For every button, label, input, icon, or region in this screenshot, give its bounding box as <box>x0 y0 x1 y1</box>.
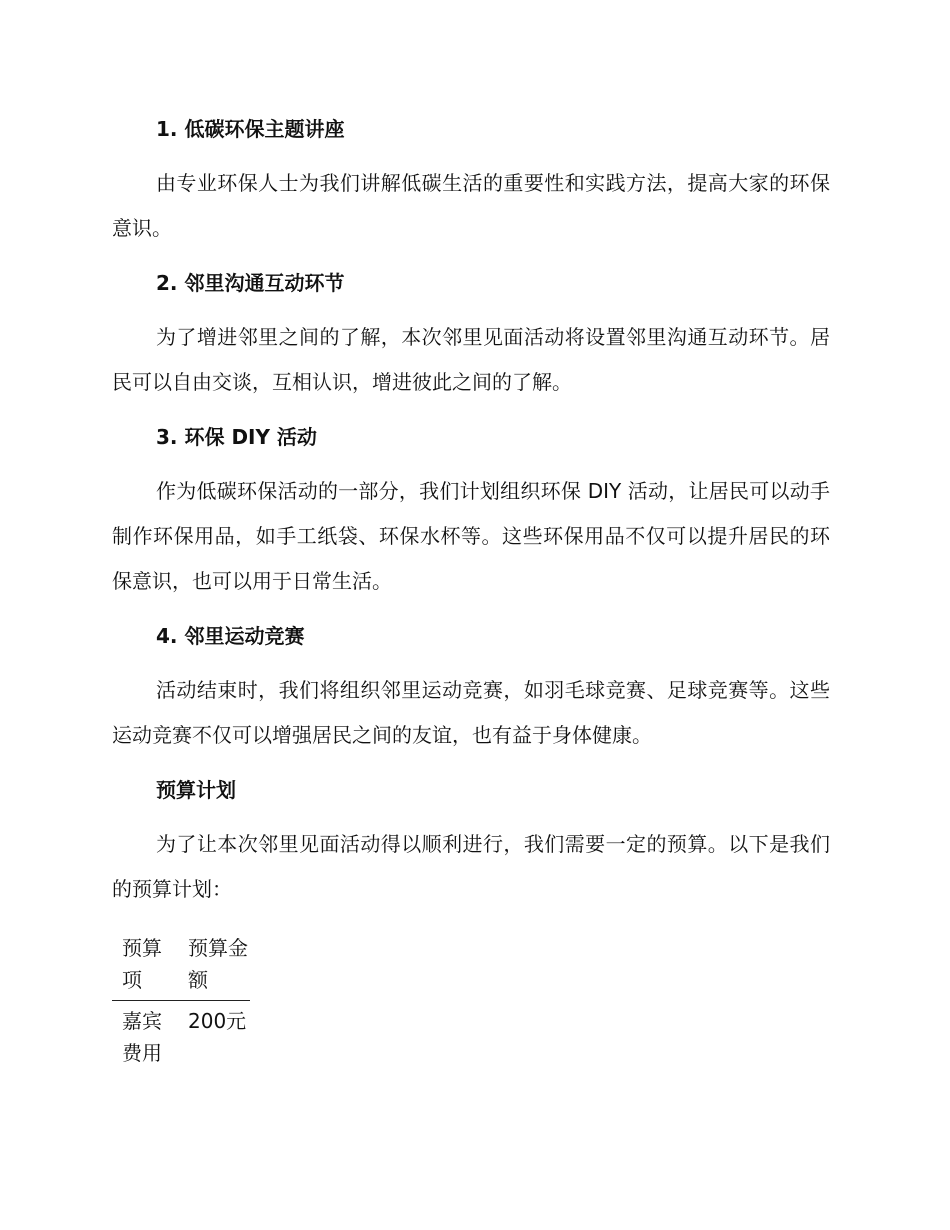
section-heading: 2. 邻里沟通互动环节 <box>156 271 345 295</box>
section-budget <box>112 772 830 1073</box>
section-communication <box>112 265 830 405</box>
section-heading: 4. 邻里运动竞赛 <box>156 624 305 648</box>
table-header-row <box>112 928 250 1001</box>
section-paragraph: 作为低碳环保活动的一部分，我们计划组织环保 DIY 活动，让居民可以动手制作环保用品，如手工纸袋、环保水杯等。这些环保用品不仅可以提升居民的环保意识，也可以用于日常生活。 <box>112 479 830 593</box>
table-cell-amount: 200元 <box>188 1009 247 1033</box>
section-diy <box>112 419 830 604</box>
section-paragraph: 活动结束时，我们将组织邻里运动竞赛，如羽毛球竞赛、足球竞赛等。这些运动竞赛不仅可以增强居民之间的友谊，也有益于身体健康。 <box>112 678 830 747</box>
budget-table <box>112 928 250 1073</box>
section-heading: 3. 环保 DIY 活动 <box>156 425 317 449</box>
section-lecture <box>112 111 830 251</box>
section-paragraph: 为了增进邻里之间的了解，本次邻里见面活动将设置邻里沟通互动环节。居民可以自由交谈，互相认识，增进彼此之间的了解。 <box>112 325 830 394</box>
table-header-item: 预算项 <box>112 928 178 1001</box>
budget-heading: 预算计划 <box>156 778 236 802</box>
table-cell-item: 嘉宾费用 <box>122 1009 162 1065</box>
document-body <box>112 111 830 1073</box>
table-header-amount: 预算金额 <box>178 928 250 1001</box>
section-paragraph: 由专业环保人士为我们讲解低碳生活的重要性和实践方法，提高大家的环保意识。 <box>112 171 830 240</box>
table-row <box>112 1001 250 1074</box>
section-heading: 1. 低碳环保主题讲座 <box>156 117 345 141</box>
section-sports <box>112 618 830 758</box>
budget-paragraph: 为了让本次邻里见面活动得以顺利进行，我们需要一定的预算。以下是我们的预算计划： <box>112 832 830 901</box>
